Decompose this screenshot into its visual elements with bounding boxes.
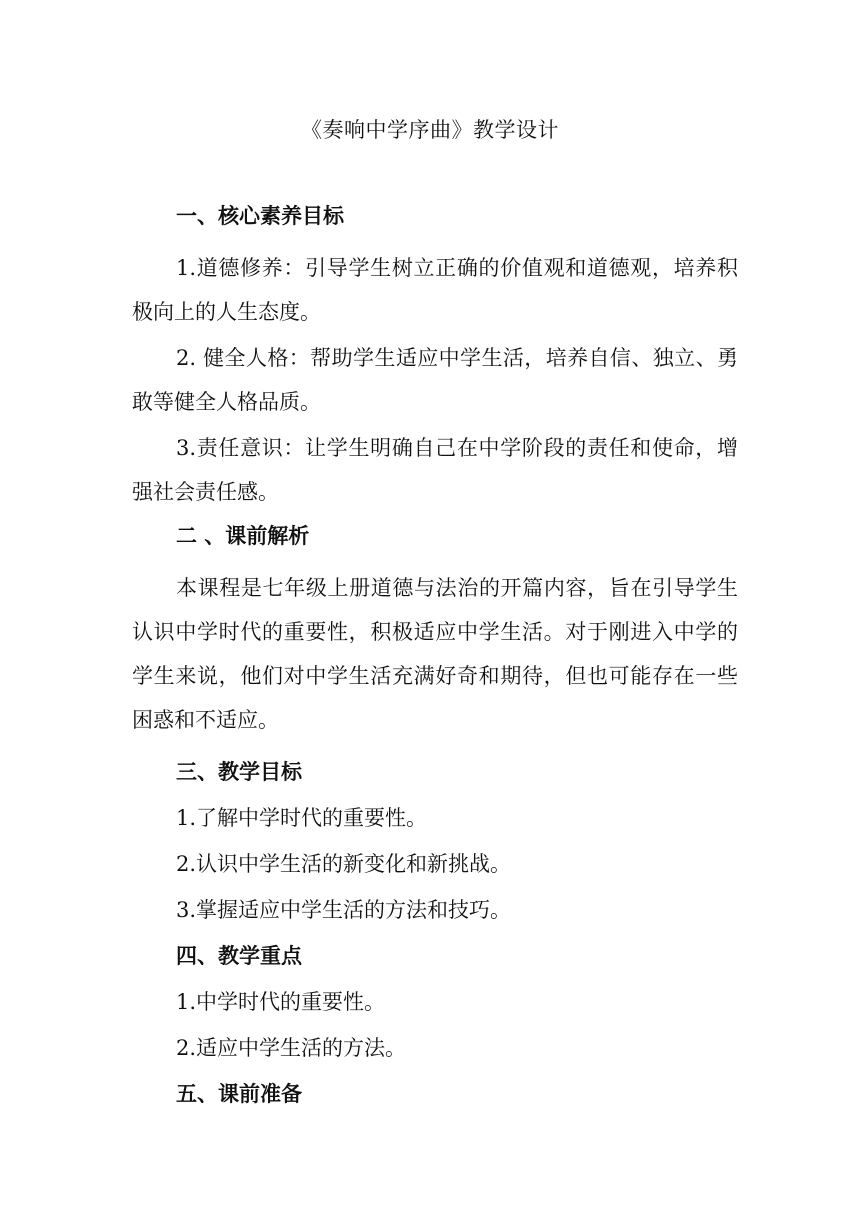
section-4-item-1: 1.中学时代的重要性。 — [176, 990, 386, 1014]
section-heading-4: 四、教学重点 — [176, 944, 302, 968]
section-heading-5: 五、课前准备 — [176, 1082, 302, 1106]
section-heading-1: 一、核心素养目标 — [176, 204, 344, 228]
document-body — [132, 200, 738, 1124]
section-heading-2: 二 、课前解析 — [176, 524, 310, 548]
section-1-paragraph-1: 1.道德修养：引导学生树立正确的价值观和道德观，培养积极向上的人生态度。 — [132, 256, 738, 324]
section-3-item-1: 1.了解中学时代的重要性。 — [176, 806, 428, 830]
section-4-item-2: 2.适应中学生活的方法。 — [176, 1036, 407, 1060]
section-3-item-2: 2.认识中学生活的新变化和新挑战。 — [176, 852, 512, 876]
section-heading-3: 三、教学目标 — [176, 760, 302, 784]
section-1-paragraph-3: 3.责任意识：让学生明确自己在中学阶段的责任和使命，增强社会责任感。 — [132, 436, 738, 504]
section-1-paragraph-2: 2. 健全人格：帮助学生适应中学生活，培养自信、独立、勇敢等健全人格品质。 — [132, 346, 738, 414]
section-2-paragraph-1: 本课程是七年级上册道德与法治的开篇内容，旨在引导学生认识中学时代的重要性，积极适应中学生活。对于刚进入中学的学生来说，他们对中学生活充满好奇和期待，但也可能存在一些困惑和不适应。 — [132, 576, 738, 732]
document-title: 《奏响中学序曲》教学设计 — [301, 118, 559, 142]
section-3-item-3: 3.掌握适应中学生活的方法和技巧。 — [176, 898, 512, 922]
